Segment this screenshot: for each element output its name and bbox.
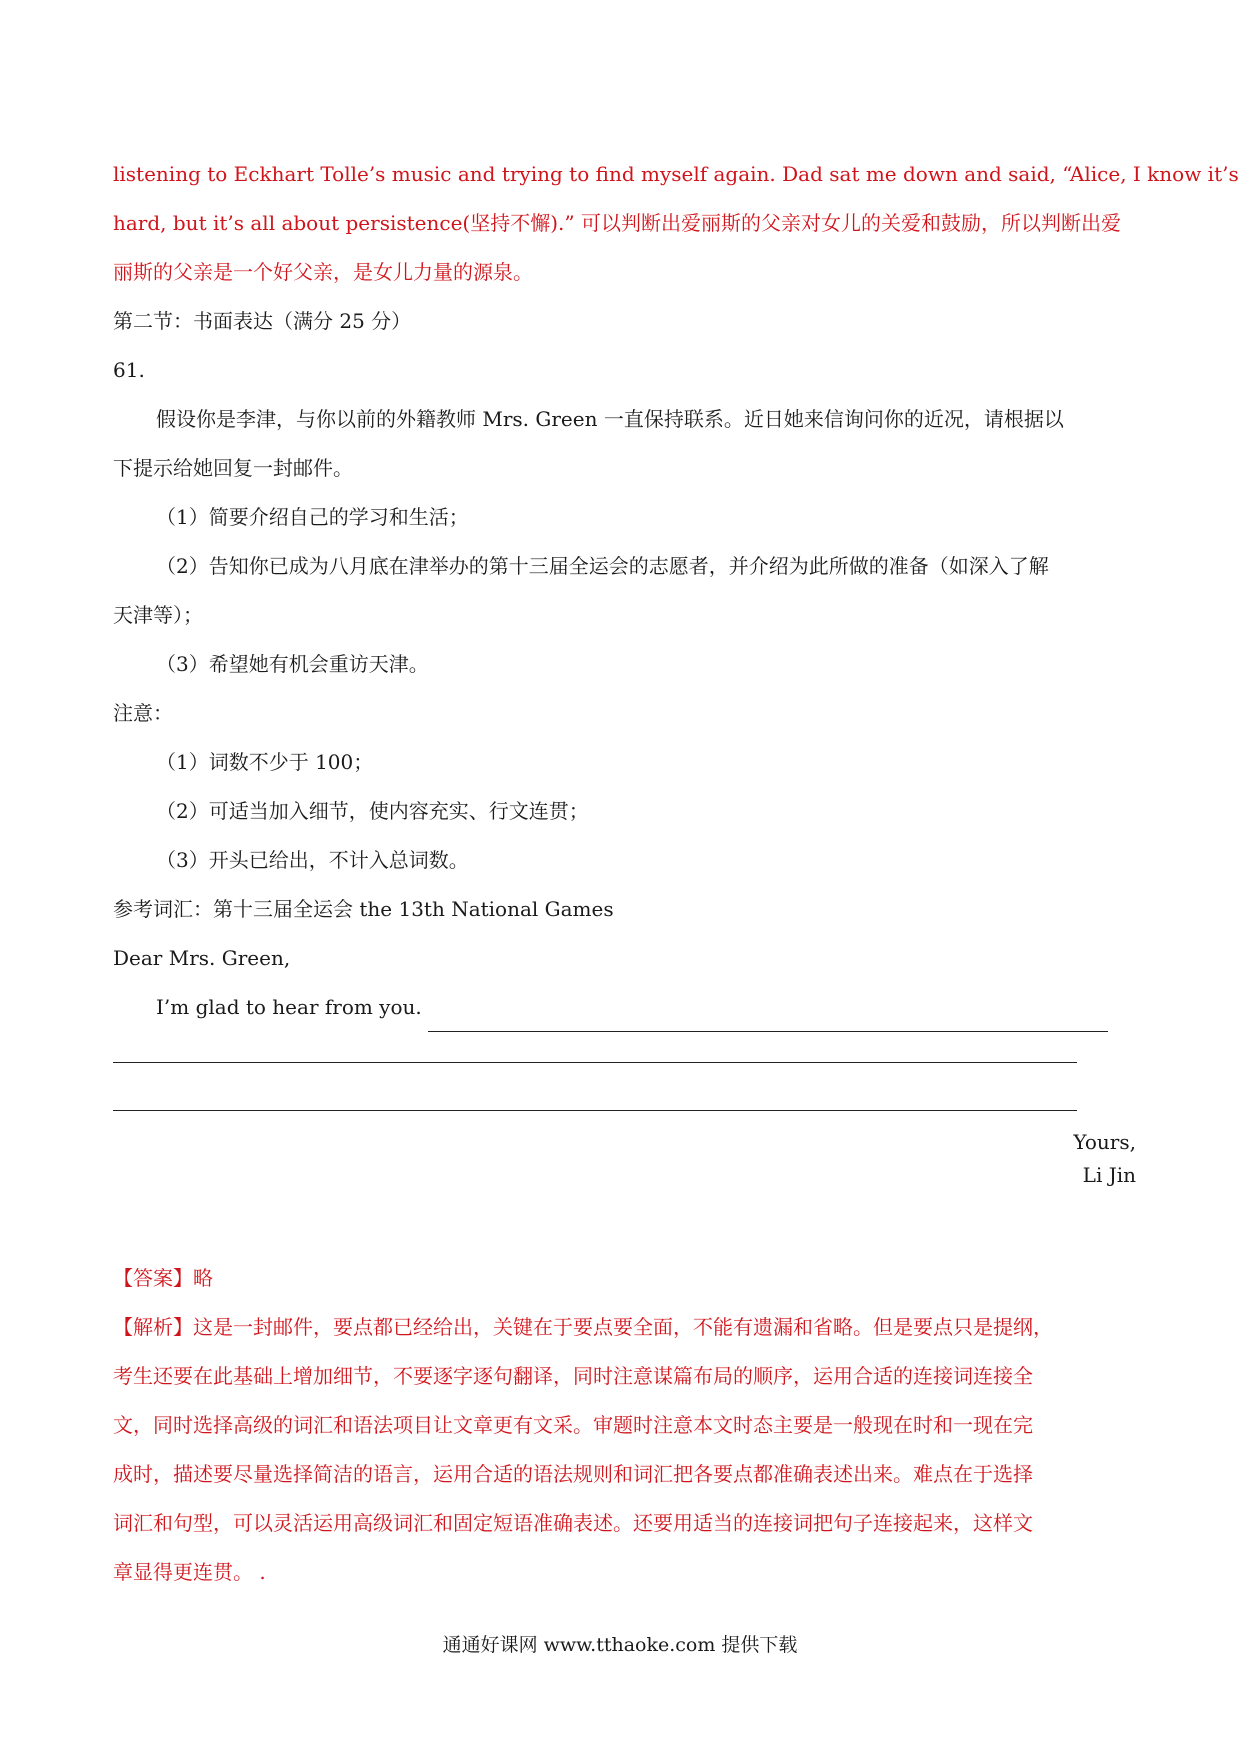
answer-continuation <box>113 150 1239 297</box>
writing-line[interactable] <box>113 1062 1077 1063</box>
writing-line[interactable] <box>428 1009 1108 1032</box>
prompt-line: 假设你是李津，与你以前的外籍教师 Mrs. Green 一直保持联系。近日她来信询问你的近况，请根据以 <box>156 407 1064 431</box>
writing-section <box>113 297 1135 1032</box>
note-item: （2）可适当加入细节，使内容充实、行文连贯； <box>156 799 589 823</box>
letter-salutation: Dear Mrs. Green, <box>113 946 291 970</box>
note-item: （1）词数不少于 100； <box>156 750 374 774</box>
analysis-line: 考生还要在此基础上增加细节，不要逐字逐句翻译，同时注意谋篇布局的顺序，运用合适的连接词连接全 <box>113 1364 1033 1388</box>
note-item: （3）开头已给出，不计入总词数。 <box>156 848 469 872</box>
letter-closing: Yours, <box>1073 1130 1136 1154</box>
analysis-line: 词汇和句型，可以灵活运用高级词汇和固定短语准确表述。还要用适当的连接词把句子连接起来，这样文 <box>113 1511 1033 1535</box>
vocab-reference: 参考词汇：第十三届全运会 the 13th National Games <box>113 897 614 921</box>
answer-continuation-line: listening to Eckhart Tolle’s music and trying to find myself again. Dad sat me down and said, “Alice, I know it’s <box>113 162 1239 186</box>
prompt-point: （2）告知你已成为八月底在津举办的第十三届全运会的志愿者，并介绍为此所做的准备（如深入了解 <box>156 554 1049 578</box>
notes-label: 注意： <box>113 701 173 725</box>
prompt-line: 下提示给她回复一封邮件。 <box>113 456 353 480</box>
analysis-line: 【解析】这是一封邮件，要点都已经给出，关键在于要点要全面，不能有遗漏和省略。但是要点只是提纲， <box>113 1315 1053 1339</box>
analysis-line: 章显得更连贯。 . <box>113 1560 266 1584</box>
question-number: 61. <box>113 358 145 382</box>
answer-analysis <box>113 1254 1135 1597</box>
answer-label: 【答案】略 <box>113 1266 213 1290</box>
prompt-point: 天津等）； <box>113 603 203 627</box>
analysis-line: 文，同时选择高级的词汇和语法项目让文章更有文采。审题时注意本文时态主要是一般现在时和一现在完 <box>113 1413 1033 1437</box>
analysis-line: 成时，描述要尽量选择简洁的语言，运用合适的语法规则和词汇把各要点都准确表述出来。难点在于选择 <box>113 1462 1033 1486</box>
prompt-point: （1）简要介绍自己的学习和生活； <box>156 505 469 529</box>
answer-continuation-line: 丽斯的父亲是一个好父亲，是女儿力量的源泉。 <box>113 260 533 284</box>
prompt-point: （3）希望她有机会重访天津。 <box>156 652 429 676</box>
answer-continuation-line: hard, but it’s all about persistence(坚持不懈).” 可以判断出爱丽斯的父亲对女儿的关爱和鼓励，所以判断出爱 <box>113 211 1121 235</box>
letter-closing-block <box>1073 1126 1136 1192</box>
letter-opening: I’m glad to hear from you. <box>156 995 422 1019</box>
page-footer: 通通好课网 www.tthaoke.com 提供下载 <box>442 1634 798 1656</box>
letter-signature: Li Jin <box>1082 1163 1136 1187</box>
letter-opening-row <box>113 983 1135 1032</box>
section-title: 第二节：书面表达（满分 25 分） <box>113 309 412 333</box>
writing-line[interactable] <box>113 1110 1077 1111</box>
